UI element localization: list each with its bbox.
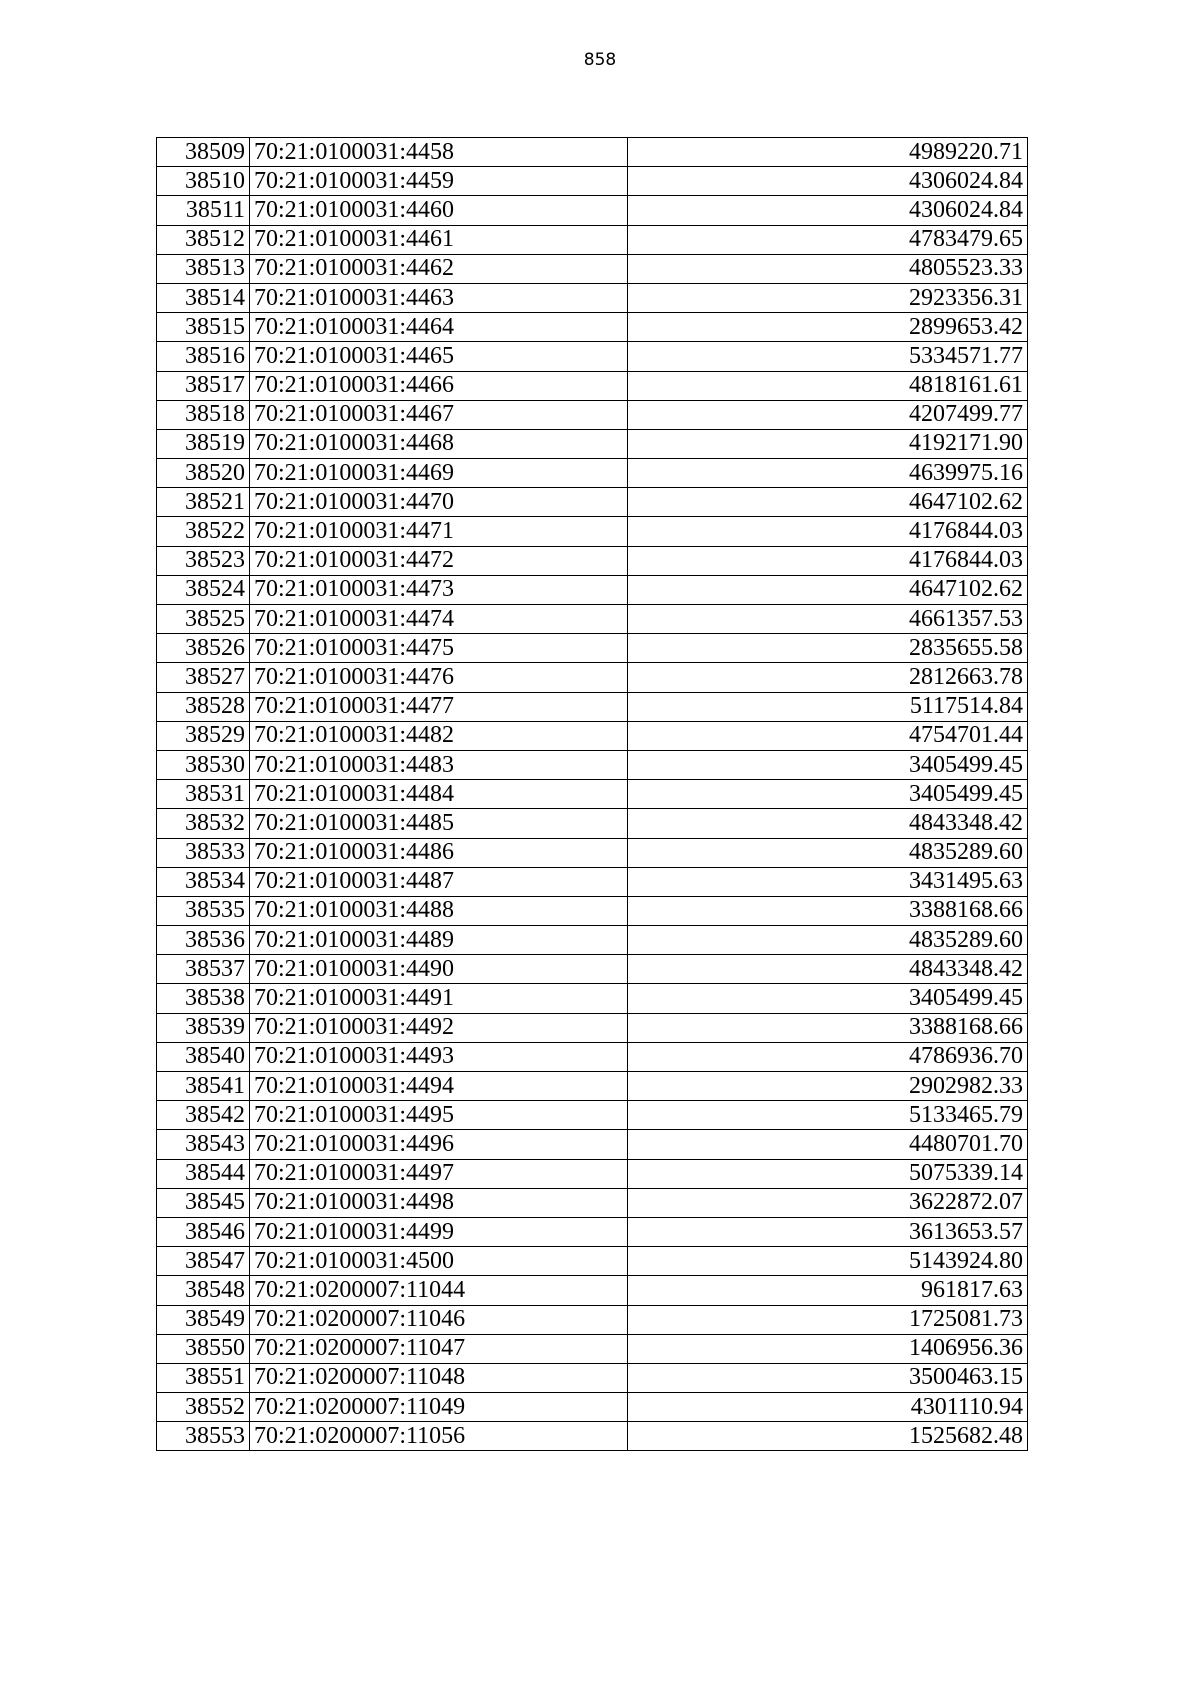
table-row (157, 1305, 1028, 1334)
row-number-cell: 38509 (157, 138, 250, 167)
cadastral-value-cell: 2923356.31 (628, 283, 1028, 312)
row-number-cell: 38517 (157, 371, 250, 400)
cadastral-number-cell: 70:21:0200007:11046 (250, 1305, 628, 1334)
row-number-cell: 38523 (157, 546, 250, 575)
cadastral-value-cell: 4176844.03 (628, 517, 1028, 546)
cadastral-value-cell: 5075339.14 (628, 1159, 1028, 1188)
cadastral-value-cell: 4835289.60 (628, 926, 1028, 955)
cadastral-value-cell: 4843348.42 (628, 809, 1028, 838)
table-row (157, 575, 1028, 604)
table-row (157, 429, 1028, 458)
cadastral-value-cell: 1725081.73 (628, 1305, 1028, 1334)
cadastral-value-cell: 4989220.71 (628, 138, 1028, 167)
table-row (157, 1130, 1028, 1159)
table-row (157, 809, 1028, 838)
cadastral-value-cell: 5133465.79 (628, 1101, 1028, 1130)
table-row (157, 1363, 1028, 1392)
row-number-cell: 38550 (157, 1334, 250, 1363)
cadastral-value-cell: 2899653.42 (628, 313, 1028, 342)
row-number-cell: 38522 (157, 517, 250, 546)
row-number-cell: 38549 (157, 1305, 250, 1334)
row-number-cell: 38545 (157, 1188, 250, 1217)
row-number-cell: 38516 (157, 342, 250, 371)
table-row (157, 605, 1028, 634)
cadastral-value-cell: 4786936.70 (628, 1042, 1028, 1071)
row-number-cell: 38534 (157, 867, 250, 896)
cadastral-value-cell: 3431495.63 (628, 867, 1028, 896)
cadastral-value-cell: 1406956.36 (628, 1334, 1028, 1363)
table-row (157, 955, 1028, 984)
table-row (157, 546, 1028, 575)
cadastral-number-cell: 70:21:0100031:4485 (250, 809, 628, 838)
row-number-cell: 38539 (157, 1013, 250, 1042)
cadastral-number-cell: 70:21:0100031:4500 (250, 1247, 628, 1276)
cadastral-number-cell: 70:21:0100031:4462 (250, 254, 628, 283)
cadastral-number-cell: 70:21:0100031:4469 (250, 459, 628, 488)
row-number-cell: 38512 (157, 225, 250, 254)
row-number-cell: 38532 (157, 809, 250, 838)
row-number-cell: 38514 (157, 283, 250, 312)
table-row (157, 225, 1028, 254)
cadastral-number-cell: 70:21:0100031:4498 (250, 1188, 628, 1217)
cadastral-number-cell: 70:21:0200007:11049 (250, 1393, 628, 1422)
cadastral-value-cell: 3388168.66 (628, 896, 1028, 925)
cadastral-number-cell: 70:21:0100031:4484 (250, 780, 628, 809)
cadastral-value-cell: 2835655.58 (628, 634, 1028, 663)
cadastral-number-cell: 70:21:0100031:4466 (250, 371, 628, 400)
row-number-cell: 38535 (157, 896, 250, 925)
cadastral-number-cell: 70:21:0100031:4472 (250, 546, 628, 575)
cadastral-number-cell: 70:21:0100031:4497 (250, 1159, 628, 1188)
row-number-cell: 38515 (157, 313, 250, 342)
table-row (157, 400, 1028, 429)
cadastral-number-cell: 70:21:0100031:4460 (250, 196, 628, 225)
cadastral-number-cell: 70:21:0100031:4473 (250, 575, 628, 604)
table-row (157, 867, 1028, 896)
cadastral-value-cell: 5117514.84 (628, 692, 1028, 721)
table-row (157, 1072, 1028, 1101)
cadastral-number-cell: 70:21:0100031:4470 (250, 488, 628, 517)
table-row (157, 167, 1028, 196)
table-row (157, 342, 1028, 371)
row-number-cell: 38536 (157, 926, 250, 955)
table-row (157, 896, 1028, 925)
cadastral-value-cell: 5143924.80 (628, 1247, 1028, 1276)
table-row (157, 1276, 1028, 1305)
cadastral-number-cell: 70:21:0100031:4465 (250, 342, 628, 371)
cadastral-number-cell: 70:21:0100031:4483 (250, 750, 628, 779)
cadastral-number-cell: 70:21:0100031:4499 (250, 1217, 628, 1246)
table-row (157, 517, 1028, 546)
cadastral-number-cell: 70:21:0100031:4471 (250, 517, 628, 546)
cadastral-number-cell: 70:21:0100031:4490 (250, 955, 628, 984)
cadastral-value-cell: 4306024.84 (628, 196, 1028, 225)
cadastral-number-cell: 70:21:0200007:11047 (250, 1334, 628, 1363)
row-number-cell: 38525 (157, 605, 250, 634)
table-row (157, 780, 1028, 809)
table-row (157, 313, 1028, 342)
table-row (157, 1217, 1028, 1246)
cadastral-value-cell: 961817.63 (628, 1276, 1028, 1305)
cadastral-value-cell: 4818161.61 (628, 371, 1028, 400)
cadastral-number-cell: 70:21:0100031:4477 (250, 692, 628, 721)
table-row (157, 1042, 1028, 1071)
row-number-cell: 38547 (157, 1247, 250, 1276)
cadastral-number-cell: 70:21:0100031:4488 (250, 896, 628, 925)
row-number-cell: 38526 (157, 634, 250, 663)
cadastral-value-cell: 4843348.42 (628, 955, 1028, 984)
cadastral-number-cell: 70:21:0100031:4486 (250, 838, 628, 867)
cadastral-number-cell: 70:21:0100031:4492 (250, 1013, 628, 1042)
row-number-cell: 38520 (157, 459, 250, 488)
row-number-cell: 38543 (157, 1130, 250, 1159)
table-row (157, 1334, 1028, 1363)
table-row (157, 1101, 1028, 1130)
cadastral-number-cell: 70:21:0100031:4459 (250, 167, 628, 196)
row-number-cell: 38552 (157, 1393, 250, 1422)
row-number-cell: 38531 (157, 780, 250, 809)
cadastral-value-cell: 2812663.78 (628, 663, 1028, 692)
cadastral-value-cell: 3622872.07 (628, 1188, 1028, 1217)
table-row (157, 926, 1028, 955)
cadastral-number-cell: 70:21:0100031:4463 (250, 283, 628, 312)
row-number-cell: 38530 (157, 750, 250, 779)
row-number-cell: 38511 (157, 196, 250, 225)
cadastral-value-cell: 4835289.60 (628, 838, 1028, 867)
row-number-cell: 38527 (157, 663, 250, 692)
table-row (157, 1247, 1028, 1276)
table-row (157, 1188, 1028, 1217)
row-number-cell: 38528 (157, 692, 250, 721)
table-row (157, 1393, 1028, 1422)
row-number-cell: 38518 (157, 400, 250, 429)
table-row (157, 838, 1028, 867)
cadastral-value-cell: 4639975.16 (628, 459, 1028, 488)
cadastral-number-cell: 70:21:0100031:4494 (250, 1072, 628, 1101)
table-row (157, 1422, 1028, 1451)
table-row (157, 663, 1028, 692)
row-number-cell: 38544 (157, 1159, 250, 1188)
table-row (157, 254, 1028, 283)
row-number-cell: 38541 (157, 1072, 250, 1101)
row-number-cell: 38524 (157, 575, 250, 604)
cadastral-value-cell: 4207499.77 (628, 400, 1028, 429)
cadastral-number-cell: 70:21:0100031:4487 (250, 867, 628, 896)
cadastral-number-cell: 70:21:0200007:11056 (250, 1422, 628, 1451)
table-row (157, 721, 1028, 750)
cadastral-number-cell: 70:21:0100031:4468 (250, 429, 628, 458)
row-number-cell: 38551 (157, 1363, 250, 1392)
row-number-cell: 38513 (157, 254, 250, 283)
row-number-cell: 38510 (157, 167, 250, 196)
cadastral-value-cell: 4805523.33 (628, 254, 1028, 283)
table-row (157, 138, 1028, 167)
table-body (157, 138, 1028, 1451)
cadastral-number-cell: 70:21:0100031:4482 (250, 721, 628, 750)
cadastral-number-cell: 70:21:0100031:4458 (250, 138, 628, 167)
table-row (157, 488, 1028, 517)
cadastral-value-cell: 3388168.66 (628, 1013, 1028, 1042)
cadastral-value-cell: 4306024.84 (628, 167, 1028, 196)
row-number-cell: 38548 (157, 1276, 250, 1305)
cadastral-number-cell: 70:21:0200007:11044 (250, 1276, 628, 1305)
table-row (157, 1159, 1028, 1188)
page-number: 858 (583, 50, 617, 70)
cadastral-value-cell: 4754701.44 (628, 721, 1028, 750)
cadastral-value-cell: 3405499.45 (628, 750, 1028, 779)
row-number-cell: 38546 (157, 1217, 250, 1246)
table-row (157, 692, 1028, 721)
table-row (157, 283, 1028, 312)
cadastral-number-cell: 70:21:0100031:4474 (250, 605, 628, 634)
cadastral-value-cell: 1525682.48 (628, 1422, 1028, 1451)
cadastral-value-cell: 5334571.77 (628, 342, 1028, 371)
row-number-cell: 38537 (157, 955, 250, 984)
cadastral-number-cell: 70:21:0100031:4464 (250, 313, 628, 342)
cadastral-number-cell: 70:21:0100031:4491 (250, 984, 628, 1013)
cadastral-value-cell: 3405499.45 (628, 984, 1028, 1013)
row-number-cell: 38533 (157, 838, 250, 867)
table-row (157, 1013, 1028, 1042)
cadastral-value-cell: 4647102.62 (628, 575, 1028, 604)
row-number-cell: 38538 (157, 984, 250, 1013)
table-row (157, 196, 1028, 225)
cadastral-value-cell: 4192171.90 (628, 429, 1028, 458)
cadastral-number-cell: 70:21:0100031:4476 (250, 663, 628, 692)
row-number-cell: 38540 (157, 1042, 250, 1071)
table-row (157, 459, 1028, 488)
cadastral-value-cell: 4661357.53 (628, 605, 1028, 634)
cadastral-value-cell: 4783479.65 (628, 225, 1028, 254)
table-row (157, 750, 1028, 779)
cadastral-number-cell: 70:21:0100031:4495 (250, 1101, 628, 1130)
cadastral-value-cell: 3613653.57 (628, 1217, 1028, 1246)
cadastral-value-cell: 4301110.94 (628, 1393, 1028, 1422)
cadastral-number-cell: 70:21:0200007:11048 (250, 1363, 628, 1392)
cadastral-number-cell: 70:21:0100031:4461 (250, 225, 628, 254)
cadastral-value-cell: 3405499.45 (628, 780, 1028, 809)
cadastral-value-cell: 2902982.33 (628, 1072, 1028, 1101)
cadastral-number-cell: 70:21:0100031:4493 (250, 1042, 628, 1071)
cadastral-number-cell: 70:21:0100031:4496 (250, 1130, 628, 1159)
row-number-cell: 38542 (157, 1101, 250, 1130)
cadastral-value-cell: 3500463.15 (628, 1363, 1028, 1392)
table-row (157, 984, 1028, 1013)
row-number-cell: 38519 (157, 429, 250, 458)
cadastral-value-table (156, 137, 1028, 1451)
row-number-cell: 38553 (157, 1422, 250, 1451)
cadastral-number-cell: 70:21:0100031:4475 (250, 634, 628, 663)
cadastral-number-cell: 70:21:0100031:4489 (250, 926, 628, 955)
cadastral-value-cell: 4480701.70 (628, 1130, 1028, 1159)
cadastral-value-cell: 4176844.03 (628, 546, 1028, 575)
row-number-cell: 38529 (157, 721, 250, 750)
table-row (157, 371, 1028, 400)
row-number-cell: 38521 (157, 488, 250, 517)
cadastral-number-cell: 70:21:0100031:4467 (250, 400, 628, 429)
table-row (157, 634, 1028, 663)
cadastral-value-cell: 4647102.62 (628, 488, 1028, 517)
